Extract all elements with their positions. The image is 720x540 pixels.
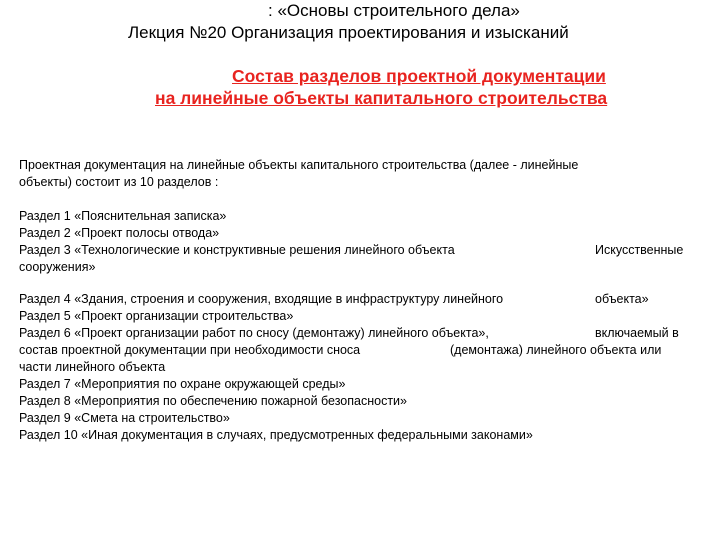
intro-line-2: объекты) состоит из 10 разделов : — [19, 175, 219, 189]
slide-heading-line-2: на линейные объекты капитального строительства — [155, 88, 608, 108]
intro-line-1: Проектная документация на линейные объекты капитального строительства (далее - линейные — [19, 158, 579, 172]
section-list-part-2 — [19, 291, 699, 444]
slide-heading-line-1: Состав разделов проектной документации — [232, 66, 606, 86]
section-10: Раздел 10 «Иная документация в случаях, предусмотренных федеральными законами» — [19, 428, 533, 442]
section-3-right-text: Искусственные — [595, 243, 684, 257]
section-7: Раздел 7 «Мероприятия по охране окружающей среды» — [19, 377, 346, 391]
section-4-text: Раздел 4 «Здания, строения и сооружения, входящие в инфраструктуру линейного — [19, 292, 504, 306]
section-6-continuation-1 — [19, 342, 699, 359]
section-5: Раздел 5 «Проект организации строительства» — [19, 309, 294, 323]
section-6-continuation-2: части линейного объекта — [19, 360, 166, 374]
section-3-text: Раздел 3 «Технологические и конструктивные решения линейного объекта — [19, 243, 455, 257]
section-8: Раздел 8 «Мероприятия по обеспечению пожарной безопасности» — [19, 394, 407, 408]
course-title: : «Основы строительного дела» — [268, 1, 520, 20]
section-6-cont-left: состав проектной документации при необходимости сноса — [19, 343, 361, 357]
intro-paragraph — [19, 157, 699, 191]
section-4-right-text: объекта» — [595, 292, 649, 306]
section-1: Раздел 1 «Пояснительная записка» — [19, 209, 227, 223]
section-3-continuation: сооружения» — [19, 260, 96, 274]
section-list-part-1 — [19, 208, 699, 276]
lecture-title: Лекция №20 Организация проектирования и изысканий — [128, 23, 569, 42]
section-6-right-text: включаемый в — [595, 326, 679, 340]
section-6 — [19, 325, 699, 342]
section-9: Раздел 9 «Смета на строительство» — [19, 411, 230, 425]
section-3 — [19, 242, 699, 259]
section-4 — [19, 291, 699, 308]
section-6-cont-right: (демонтажа) линейного объекта или — [450, 343, 662, 357]
section-6-text: Раздел 6 «Проект организации работ по сносу (демонтажу) линейного объекта», — [19, 326, 489, 340]
section-2: Раздел 2 «Проект полосы отвода» — [19, 226, 220, 240]
